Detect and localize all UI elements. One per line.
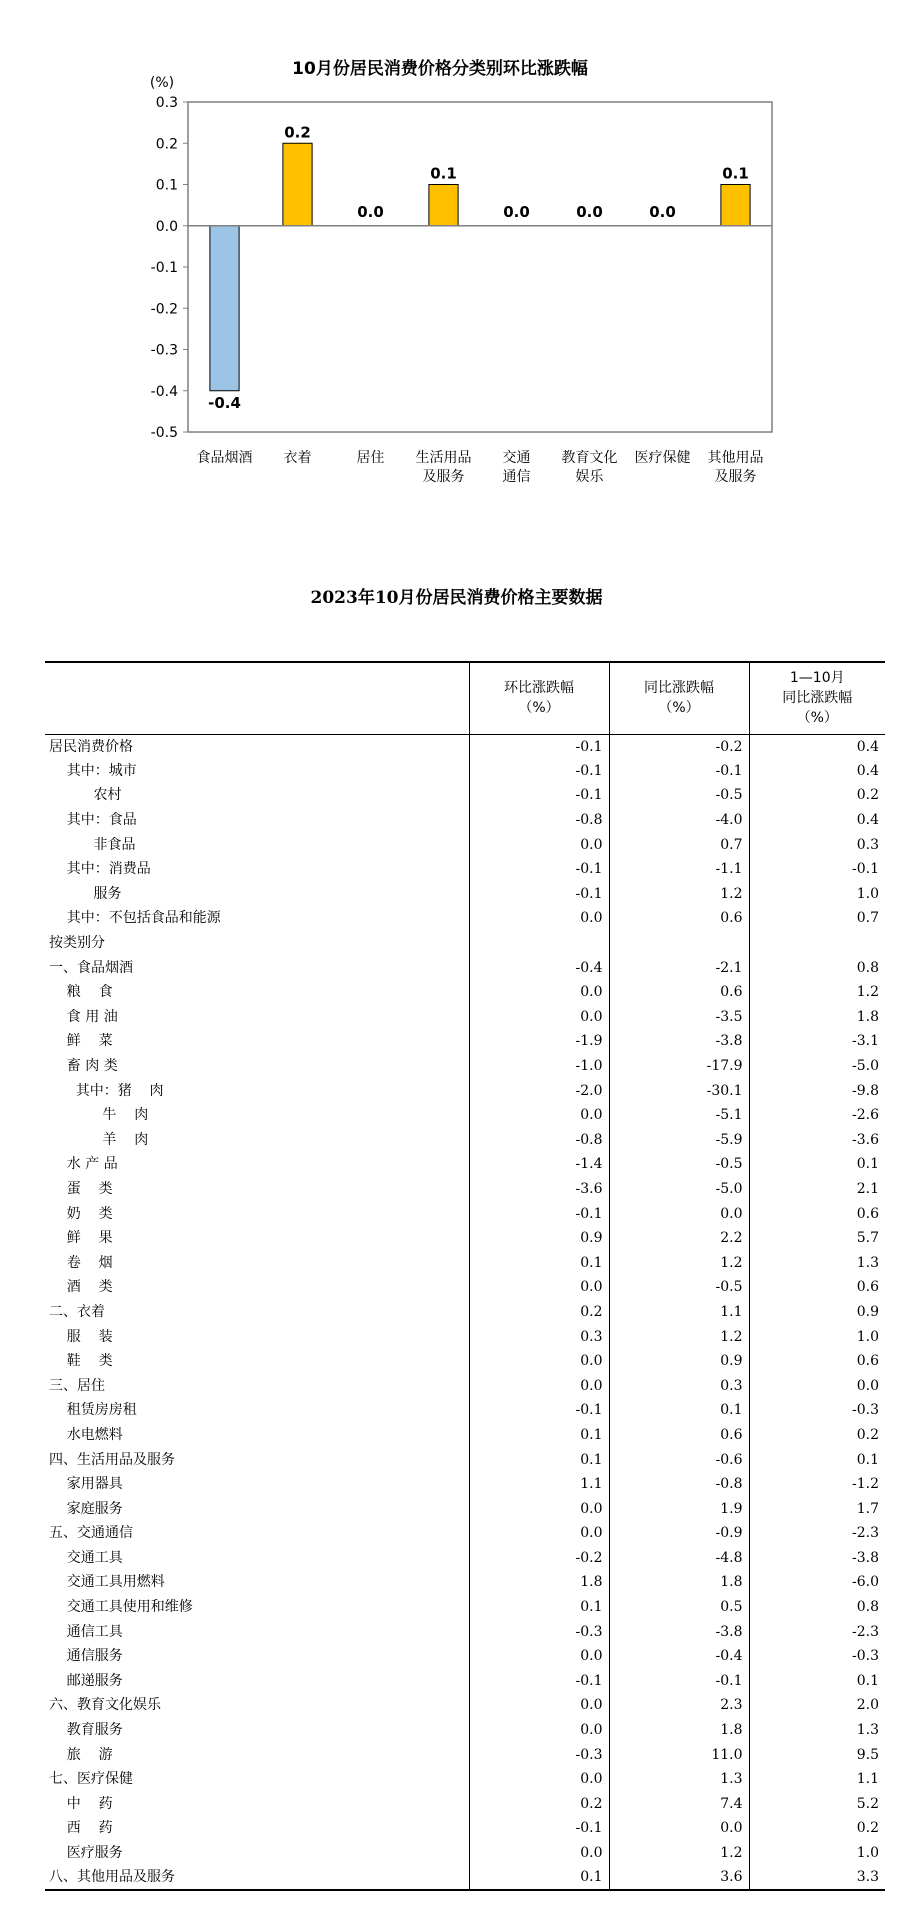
bar-value-label: 0.1 (430, 164, 457, 183)
y-tick-label: 0.2 (155, 136, 178, 153)
chart-svg (0, 0, 913, 500)
row-value: -9.8 (749, 1078, 885, 1103)
row-label: 旅 游 (49, 1746, 113, 1763)
row-value: -0.1 (609, 759, 749, 784)
table-row (45, 955, 885, 980)
x-category-label: 教育文化 (561, 450, 618, 466)
row-value: 3.3 (749, 1865, 885, 1890)
row-value: 0.0 (469, 1521, 609, 1546)
row-value: 0.0 (469, 832, 609, 857)
row-label: 六、教育文化娱乐 (49, 1697, 161, 1714)
row-value: -0.2 (469, 1546, 609, 1571)
row-value: -1.4 (469, 1152, 609, 1177)
bar-value-label: 0.0 (649, 202, 676, 221)
row-value: -3.8 (609, 1029, 749, 1054)
row-value: 0.1 (749, 1669, 885, 1694)
table-row (45, 734, 885, 759)
row-label: 交通工具用燃料 (49, 1574, 165, 1591)
row-value: -0.8 (609, 1472, 749, 1497)
row-value: 1.2 (609, 1324, 749, 1349)
header-text: 1—10月 (789, 670, 845, 687)
table-header-row (45, 662, 885, 734)
row-label: 家用器具 (49, 1476, 123, 1493)
bar-value-label: -0.4 (208, 393, 241, 412)
row-value: 0.0 (469, 1275, 609, 1300)
header-item (45, 662, 469, 734)
table-row (45, 1300, 885, 1325)
bar-value-label: 0.1 (722, 164, 749, 183)
row-label: 家庭服务 (49, 1500, 123, 1517)
row-value: -5.0 (609, 1177, 749, 1202)
row-label: 奶 类 (49, 1205, 113, 1222)
y-axis-unit-label: (%) (149, 75, 175, 91)
table-body (45, 734, 885, 1890)
row-value: 1.1 (609, 1300, 749, 1325)
row-value: 2.2 (609, 1226, 749, 1251)
y-tick-label: 0.1 (155, 177, 178, 194)
row-value: -0.8 (469, 1128, 609, 1153)
table-row (45, 808, 885, 833)
x-category-label: 生活用品 (415, 450, 472, 466)
row-value: -0.3 (469, 1619, 609, 1644)
table-row (45, 1644, 885, 1669)
row-label: 二、衣着 (49, 1303, 105, 1320)
table-row (45, 1718, 885, 1743)
table-row (45, 882, 885, 907)
row-value: 0.3 (609, 1373, 749, 1398)
row-value: -0.1 (469, 1669, 609, 1694)
row-value: 1.2 (609, 1841, 749, 1866)
header-text: （%） (658, 700, 700, 717)
table-row (45, 1152, 885, 1177)
row-value: -2.6 (749, 1103, 885, 1128)
row-value: 2.3 (609, 1693, 749, 1718)
row-value: 0.0 (469, 1103, 609, 1128)
row-value: 1.8 (609, 1718, 749, 1743)
row-label: 鲜 菜 (49, 1033, 113, 1050)
row-value: 1.8 (469, 1570, 609, 1595)
row-value: -2.1 (609, 955, 749, 980)
row-label: 通信服务 (49, 1648, 123, 1665)
y-tick-label: -0.4 (150, 383, 178, 400)
table-row (45, 1373, 885, 1398)
row-value: -0.1 (469, 857, 609, 882)
row-value: 0.2 (469, 1792, 609, 1817)
row-value: 0.6 (749, 1275, 885, 1300)
row-label: 农村 (49, 787, 122, 804)
row-value: 1.3 (749, 1718, 885, 1743)
table-row (45, 1349, 885, 1374)
row-value: -1.9 (469, 1029, 609, 1054)
row-value: 0.0 (469, 1693, 609, 1718)
header-yoy (609, 662, 749, 734)
bar-value-label: 0.0 (357, 202, 384, 221)
row-value: 0.2 (749, 783, 885, 808)
row-label: 其中：城市 (49, 762, 137, 779)
header-text: 同比涨跌幅 (782, 690, 853, 707)
row-value: 1.2 (749, 980, 885, 1005)
row-label: 邮递服务 (49, 1672, 123, 1689)
y-tick-label: -0.3 (150, 342, 178, 359)
row-label: 交通工具使用和维修 (49, 1599, 193, 1616)
row-value: -0.4 (609, 1644, 749, 1669)
row-value: -2.0 (469, 1078, 609, 1103)
row-value: -1.0 (469, 1054, 609, 1079)
table-row (45, 857, 885, 882)
row-value: -0.5 (609, 783, 749, 808)
table-row (45, 1324, 885, 1349)
row-value: 1.3 (609, 1767, 749, 1792)
row-value: 0.1 (469, 1595, 609, 1620)
row-value: 0.0 (469, 1349, 609, 1374)
y-tick-label: 0.3 (155, 95, 178, 111)
row-value: -0.9 (609, 1521, 749, 1546)
row-value: -0.1 (469, 1816, 609, 1841)
table-row (45, 1570, 885, 1595)
row-label: 其中：猪 肉 (49, 1082, 164, 1099)
row-value: 0.9 (609, 1349, 749, 1374)
row-label: 服 装 (49, 1328, 113, 1345)
row-value: 0.0 (469, 1841, 609, 1866)
row-value: 0.0 (469, 980, 609, 1005)
table-row (45, 1742, 885, 1767)
row-value: 1.3 (749, 1250, 885, 1275)
x-category-label: 食品烟酒 (196, 450, 253, 466)
table-row (45, 1546, 885, 1571)
row-value: 0.7 (749, 906, 885, 931)
row-label: 其中：食品 (49, 812, 137, 829)
table-row (45, 1792, 885, 1817)
x-category-label: 娱乐 (575, 469, 604, 485)
row-value: -0.3 (749, 1644, 885, 1669)
row-value: 3.6 (609, 1865, 749, 1890)
row-value: 0.6 (609, 980, 749, 1005)
row-value: 0.0 (749, 1373, 885, 1398)
row-value: -0.6 (609, 1447, 749, 1472)
row-value: -30.1 (609, 1078, 749, 1103)
bar-chart (0, 0, 913, 500)
row-value: 11.0 (609, 1742, 749, 1767)
row-value: 0.8 (749, 955, 885, 980)
row-label: 蛋 类 (49, 1180, 113, 1197)
bar (210, 226, 239, 391)
row-value: 0.2 (469, 1300, 609, 1325)
row-value: 0.3 (469, 1324, 609, 1349)
row-label: 水电燃料 (49, 1426, 123, 1443)
row-value: -3.5 (609, 1005, 749, 1030)
row-value: 9.5 (749, 1742, 885, 1767)
bar (429, 185, 458, 226)
row-value: -0.1 (469, 1398, 609, 1423)
row-label: 酒 类 (49, 1279, 113, 1296)
row-value: 0.9 (749, 1300, 885, 1325)
row-label: 一、食品烟酒 (49, 959, 133, 976)
row-label: 八、其他用品及服务 (45, 1865, 469, 1890)
row-value: 0.3 (749, 832, 885, 857)
row-label: 七、医疗保健 (49, 1771, 133, 1788)
header-text: （%） (518, 700, 560, 717)
row-label: 中 药 (49, 1795, 113, 1812)
row-label: 鲜 果 (49, 1230, 113, 1247)
row-value: 0.1 (469, 1447, 609, 1472)
row-label: 通信工具 (49, 1623, 123, 1640)
row-label: 粮 食 (49, 984, 113, 1001)
row-value: 0.0 (469, 906, 609, 931)
table-row (45, 1595, 885, 1620)
header-mom (469, 662, 609, 734)
row-value: -5.1 (609, 1103, 749, 1128)
table-row (45, 1841, 885, 1866)
row-value: -1.2 (749, 1472, 885, 1497)
row-value: -0.1 (469, 759, 609, 784)
row-value: 0.0 (469, 1496, 609, 1521)
table-row (45, 1447, 885, 1472)
row-value: 2.0 (749, 1693, 885, 1718)
row-value: 1.0 (749, 1841, 885, 1866)
row-label: 鞋 类 (49, 1353, 113, 1370)
table-row (45, 1054, 885, 1079)
row-value: 0.4 (749, 734, 885, 759)
y-tick-label: -0.1 (150, 260, 178, 276)
row-value: 2.1 (749, 1177, 885, 1202)
row-value: 1.2 (609, 1250, 749, 1275)
row-value: 0.6 (749, 1201, 885, 1226)
row-value: -0.1 (469, 882, 609, 907)
row-label: 食 用 油 (49, 1008, 118, 1025)
row-value: -0.2 (609, 734, 749, 759)
row-value: 0.6 (749, 1349, 885, 1374)
row-value (749, 931, 885, 956)
row-value: 1.7 (749, 1496, 885, 1521)
cpi-data-table (45, 661, 885, 1891)
bar-value-label: 0.0 (576, 202, 603, 221)
row-value: -0.1 (469, 1201, 609, 1226)
row-value: 1.0 (749, 882, 885, 907)
row-value: -1.1 (609, 857, 749, 882)
table-row (45, 1496, 885, 1521)
row-value: -3.6 (749, 1128, 885, 1153)
x-category-label: 通信 (502, 469, 531, 485)
row-label: 五、交通通信 (49, 1525, 133, 1542)
table-row (45, 1275, 885, 1300)
row-value: -5.0 (749, 1054, 885, 1079)
row-value: 0.0 (469, 1005, 609, 1030)
row-value: 1.2 (609, 882, 749, 907)
table-row (45, 1767, 885, 1792)
header-text: （%） (796, 710, 838, 727)
bar (721, 185, 750, 226)
bar (283, 143, 312, 226)
row-value: 0.5 (609, 1595, 749, 1620)
row-value: 0.6 (609, 906, 749, 931)
table-row (45, 1078, 885, 1103)
table-row (45, 832, 885, 857)
row-value: 0.0 (469, 1373, 609, 1398)
row-value: -3.1 (749, 1029, 885, 1054)
row-value: -0.8 (469, 808, 609, 833)
x-category-label: 衣着 (283, 450, 312, 466)
row-value: -0.4 (469, 955, 609, 980)
row-value: -4.0 (609, 808, 749, 833)
table-title: 2023年10月份居民消费价格主要数据 (310, 588, 603, 608)
x-category-label: 居住 (356, 450, 385, 466)
row-label: 交通工具 (49, 1549, 123, 1566)
row-value: -2.3 (749, 1521, 885, 1546)
row-label: 四、生活用品及服务 (49, 1451, 175, 1468)
row-value: 1.8 (749, 1005, 885, 1030)
row-label: 非食品 (49, 836, 136, 853)
table-row (45, 1128, 885, 1153)
row-value: 0.0 (469, 1718, 609, 1743)
row-value: 0.6 (609, 1423, 749, 1448)
table-row (45, 1423, 885, 1448)
row-value: -5.9 (609, 1128, 749, 1153)
y-tick-label: -0.5 (150, 425, 178, 441)
header-text: 环比涨跌幅 (504, 680, 574, 697)
table-row (45, 1816, 885, 1841)
plot-frame (188, 102, 772, 432)
table-row (45, 759, 885, 784)
table-row (45, 1669, 885, 1694)
row-value: 0.0 (609, 1201, 749, 1226)
row-label: 按类别分 (49, 935, 105, 952)
row-value: -0.1 (469, 783, 609, 808)
table-row (45, 906, 885, 931)
header-text: 同比涨跌幅 (644, 680, 714, 697)
row-value: 0.0 (469, 1767, 609, 1792)
row-label: 三、居住 (49, 1377, 105, 1394)
row-value: -4.8 (609, 1546, 749, 1571)
row-value: -0.1 (609, 1669, 749, 1694)
table-row (45, 1177, 885, 1202)
row-value: 0.1 (749, 1152, 885, 1177)
row-value: -0.5 (609, 1152, 749, 1177)
table-row (45, 1250, 885, 1275)
y-axis (151, 95, 188, 441)
y-tick-label: -0.2 (150, 301, 178, 318)
row-value: 0.7 (609, 832, 749, 857)
header-ytd-yoy (749, 662, 885, 734)
y-tick-label: 0.0 (155, 218, 178, 235)
row-value: -3.6 (469, 1177, 609, 1202)
row-value: -0.1 (469, 734, 609, 759)
row-value: 1.9 (609, 1496, 749, 1521)
x-category-label: 医疗保健 (634, 450, 691, 466)
x-axis-labels (197, 449, 764, 485)
x-category-label: 交通 (502, 450, 531, 466)
table-row (45, 980, 885, 1005)
table-row (45, 783, 885, 808)
row-label: 水 产 品 (49, 1156, 118, 1173)
bar-value-label: 0.2 (284, 123, 311, 142)
row-value: -0.3 (749, 1398, 885, 1423)
bars (210, 143, 750, 391)
row-value: 0.1 (749, 1447, 885, 1472)
table-row (45, 1693, 885, 1718)
row-value: 0.1 (469, 1865, 609, 1890)
table-row (45, 1521, 885, 1546)
row-label: 其中：不包括食品和能源 (49, 910, 221, 927)
row-value: 1.8 (609, 1570, 749, 1595)
x-category-label: 其他用品 (707, 450, 764, 466)
row-label: 羊 肉 (49, 1131, 149, 1148)
row-label: 教育服务 (49, 1722, 123, 1739)
row-value: -0.3 (469, 1742, 609, 1767)
x-category-label: 及服务 (422, 469, 465, 485)
row-value: -17.9 (609, 1054, 749, 1079)
table-row (45, 1226, 885, 1251)
row-value: 1.1 (749, 1767, 885, 1792)
table-row (45, 931, 885, 956)
row-label: 租赁房房租 (49, 1402, 137, 1419)
row-label: 畜 肉 类 (49, 1058, 118, 1075)
table-row (45, 1103, 885, 1128)
bar-value-label: 0.0 (503, 202, 530, 221)
table-row (45, 1201, 885, 1226)
row-value: 0.1 (469, 1250, 609, 1275)
row-value: 1.0 (749, 1324, 885, 1349)
row-value: 0.4 (749, 808, 885, 833)
row-value (609, 931, 749, 956)
row-value: -3.8 (749, 1546, 885, 1571)
row-value: -0.5 (609, 1275, 749, 1300)
row-value: 0.0 (609, 1816, 749, 1841)
row-value: 5.7 (749, 1226, 885, 1251)
table-row (45, 1472, 885, 1497)
table-row (45, 1005, 885, 1030)
row-value: -3.8 (609, 1619, 749, 1644)
table-row (45, 1029, 885, 1054)
row-value: 0.4 (749, 759, 885, 784)
row-value: 0.2 (749, 1423, 885, 1448)
table-row (45, 1398, 885, 1423)
row-label: 牛 肉 (49, 1107, 149, 1124)
row-value: -2.3 (749, 1619, 885, 1644)
row-label: 其中：消费品 (49, 861, 151, 878)
chart-title: 10月份居民消费价格分类别环比涨跌幅 (292, 59, 588, 79)
row-value: 0.1 (469, 1423, 609, 1448)
x-category-label: 及服务 (714, 469, 757, 485)
row-value: 0.9 (469, 1226, 609, 1251)
row-label: 医疗服务 (49, 1845, 123, 1862)
table-row (45, 1619, 885, 1644)
row-value: 0.0 (469, 1644, 609, 1669)
row-value: 7.4 (609, 1792, 749, 1817)
row-value: -6.0 (749, 1570, 885, 1595)
row-label: 服务 (49, 885, 122, 902)
row-value: 5.2 (749, 1792, 885, 1817)
row-value: -0.1 (749, 857, 885, 882)
row-value: 0.8 (749, 1595, 885, 1620)
row-value: 0.2 (749, 1816, 885, 1841)
row-label: 西 药 (49, 1820, 113, 1837)
row-value (469, 931, 609, 956)
table-row (45, 1865, 885, 1890)
row-value: 0.1 (609, 1398, 749, 1423)
row-label: 居民消费价格 (49, 738, 133, 755)
row-value: 1.1 (469, 1472, 609, 1497)
row-label: 卷 烟 (49, 1254, 113, 1271)
